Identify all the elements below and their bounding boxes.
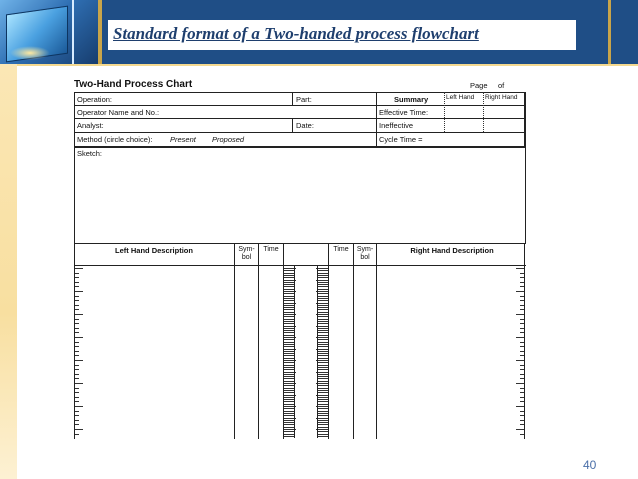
scale-tick (520, 374, 524, 375)
scale-tick (284, 381, 294, 382)
scale-tick (318, 408, 328, 409)
scale-tick (318, 431, 328, 432)
scale-tick (284, 413, 294, 414)
scale-tick (75, 328, 79, 329)
scale-tick (75, 277, 79, 278)
scale-tick (75, 388, 79, 389)
scale-tick (284, 289, 294, 290)
left-hand-header: Left Hand (446, 94, 475, 101)
col-line (524, 243, 525, 439)
scale-tick (318, 328, 328, 329)
scale-tick (75, 420, 79, 421)
scale-tick (318, 424, 328, 425)
scale-tick (75, 397, 79, 398)
scale-tick (75, 392, 79, 393)
scale-tick (75, 411, 79, 412)
col-line (376, 243, 377, 439)
scale-tick (284, 376, 294, 377)
scale-tick (520, 282, 524, 283)
scale-tick (516, 291, 524, 292)
method-label: Method (circle choice): (77, 135, 153, 144)
col-line (328, 243, 329, 439)
scale-tick (318, 309, 328, 310)
scale-tick (318, 351, 328, 352)
scale-tick (284, 358, 294, 359)
scale-tick (318, 353, 328, 354)
scale-tick (75, 365, 79, 366)
scale-tick (318, 270, 328, 271)
scale-tick (520, 415, 524, 416)
scale-tick (318, 401, 328, 402)
scale-tick (318, 362, 328, 363)
scale-tick (318, 374, 328, 375)
scale-tick (284, 404, 294, 405)
scale-tick (75, 346, 79, 347)
summary-header: Summary (394, 95, 429, 104)
scale-tick (318, 312, 328, 313)
scale-tick (318, 434, 328, 435)
corner-graphic (0, 0, 98, 64)
scale-tick (284, 351, 294, 352)
scale-tick (520, 342, 524, 343)
scale-tick (284, 385, 294, 386)
scale-tick (284, 282, 294, 283)
scale-tick (520, 365, 524, 366)
scale-tick (318, 335, 328, 336)
scale-tick (75, 337, 83, 338)
sketch-label: Sketch: (77, 149, 103, 158)
scale-tick (284, 369, 294, 370)
scale-tick (75, 429, 83, 430)
scale-tick (284, 378, 294, 379)
scale-tick (318, 277, 328, 278)
scale-tick (520, 434, 524, 435)
separator-line (17, 64, 638, 66)
row-line (74, 118, 526, 119)
scale-tick (520, 351, 524, 352)
scale-tick (516, 314, 524, 315)
date-label: Date: (296, 121, 314, 130)
scale-tick (284, 399, 294, 400)
right-hand-header: Right Hand (485, 94, 518, 101)
row-line (74, 132, 526, 133)
ineffective-label: Ineffective (379, 121, 414, 130)
scale-tick (284, 298, 294, 299)
scale-tick (318, 422, 328, 423)
slide-title: Standard format of a Two-handed process flowchart (113, 24, 479, 43)
scale-tick (75, 424, 79, 425)
scale-tick (318, 376, 328, 377)
scale-tick (318, 316, 328, 317)
scale-tick (318, 321, 328, 322)
scale-tick (318, 346, 328, 347)
scale-tick (284, 388, 294, 389)
scale-tick (284, 335, 294, 336)
scale-tick (284, 300, 294, 301)
scale-tick (284, 424, 294, 425)
scale-tick (284, 420, 294, 421)
scale-tick (318, 282, 328, 283)
scale-tick (318, 332, 328, 333)
scale-tick (75, 305, 79, 306)
scale-tick (318, 339, 328, 340)
ladder-rail (294, 266, 295, 438)
scale-tick (520, 300, 524, 301)
scale-tick (75, 406, 83, 407)
scale-tick (284, 270, 294, 271)
scale-tick (284, 273, 294, 274)
scale-tick (284, 330, 294, 331)
scale-tick (318, 392, 328, 393)
scale-tick (520, 273, 524, 274)
scale-tick (318, 358, 328, 359)
scale-tick (516, 429, 524, 430)
scale-tick (318, 411, 328, 412)
cycle-time-label: Cycle Time = (379, 135, 423, 144)
scale-tick (520, 277, 524, 278)
row-line (74, 243, 526, 244)
two-hand-process-chart (74, 78, 526, 440)
scale-tick (284, 362, 294, 363)
proposed-option: Proposed (212, 135, 245, 144)
accent-bar-right (608, 0, 611, 64)
scale-tick (284, 411, 294, 412)
scale-tick (284, 293, 294, 294)
chart-title: Two-Hand Process Chart (74, 79, 193, 90)
scale-tick (318, 307, 328, 308)
operator-label: Operator Name and No.: (77, 108, 160, 117)
col-line (524, 92, 525, 147)
scale-tick (520, 369, 524, 370)
scale-tick (520, 309, 524, 310)
effective-time-label: Effective Time: (379, 108, 429, 117)
scale-tick (75, 342, 79, 343)
scale-tick (284, 365, 294, 366)
scale-tick (520, 323, 524, 324)
scale-tick (520, 392, 524, 393)
scale-tick (318, 286, 328, 287)
scale-tick (75, 291, 83, 292)
scale-tick (318, 369, 328, 370)
scale-tick (284, 353, 294, 354)
scale-tick (318, 305, 328, 306)
scale-tick (516, 406, 524, 407)
scale-tick (318, 289, 328, 290)
scale-tick (520, 346, 524, 347)
col-line (292, 92, 293, 105)
scale-tick (75, 355, 79, 356)
scale-tick (284, 332, 294, 333)
scale-tick (284, 436, 294, 437)
page-number: 40 (583, 458, 597, 472)
dotted-line (444, 92, 445, 132)
of-label: of (498, 81, 505, 90)
scale-tick (75, 314, 83, 315)
scale-tick (318, 293, 328, 294)
scale-tick (75, 332, 79, 333)
col-line (258, 243, 259, 439)
scale-tick (318, 404, 328, 405)
scale-tick (520, 388, 524, 389)
scale-tick (284, 275, 294, 276)
scale-tick (284, 312, 294, 313)
dotted-line (483, 92, 484, 132)
scale-tick (318, 385, 328, 386)
scale-tick (284, 422, 294, 423)
scale-tick (520, 355, 524, 356)
scale-tick (318, 378, 328, 379)
scale-tick (284, 316, 294, 317)
col-line (353, 243, 354, 439)
scale-tick (284, 319, 294, 320)
symbol-right-header: Sym- bol (356, 246, 374, 261)
scale-tick (318, 330, 328, 331)
scale-tick (284, 355, 294, 356)
row-line (74, 265, 526, 266)
col-line (376, 92, 377, 146)
right-hand-description-header: Right Hand Description (410, 246, 494, 255)
scale-tick (75, 286, 79, 287)
present-option: Present (170, 135, 196, 144)
scale-tick (284, 286, 294, 287)
scale-tick (75, 296, 79, 297)
scale-tick (318, 344, 328, 345)
scale-tick (520, 420, 524, 421)
scale-tick (318, 319, 328, 320)
scale-tick (318, 296, 328, 297)
scale-tick (284, 415, 294, 416)
scale-tick (318, 381, 328, 382)
time-right-header: Time (333, 246, 349, 253)
scale-tick (520, 328, 524, 329)
scale-tick (520, 397, 524, 398)
analyst-label: Analyst: (77, 121, 104, 130)
scale-tick (520, 286, 524, 287)
scale-tick (318, 275, 328, 276)
scale-tick (520, 305, 524, 306)
scale-tick (318, 436, 328, 437)
glow-graphic (10, 46, 50, 60)
col-line (292, 118, 293, 132)
scale-tick (318, 355, 328, 356)
scale-tick (520, 401, 524, 402)
scale-tick (75, 378, 79, 379)
page-label: Page (470, 81, 488, 90)
scale-tick (284, 323, 294, 324)
col-line (74, 92, 75, 146)
scale-tick (516, 268, 524, 269)
scale-tick (520, 424, 524, 425)
scale-tick (520, 411, 524, 412)
scale-tick (75, 282, 79, 283)
left-decor-strip (0, 64, 17, 479)
time-left-header: Time (263, 246, 279, 253)
sketch-area (74, 147, 526, 243)
scale-tick (520, 319, 524, 320)
scale-tick (318, 300, 328, 301)
scale-tick (284, 401, 294, 402)
scale-tick (75, 351, 79, 352)
scale-tick (318, 390, 328, 391)
ladder-rail (317, 266, 318, 438)
scale-tick (75, 369, 79, 370)
scale-tick (318, 342, 328, 343)
scale-tick (284, 374, 294, 375)
scale-tick (284, 367, 294, 368)
scale-tick (284, 339, 294, 340)
scale-tick (75, 300, 79, 301)
operation-label: Operation: (77, 95, 113, 104)
scale-tick (516, 360, 524, 361)
scale-tick (284, 284, 294, 285)
left-hand-description-header: Left Hand Description (115, 246, 193, 255)
scale-tick (520, 378, 524, 379)
scale-tick (284, 307, 294, 308)
scale-tick (75, 319, 79, 320)
scale-tick (284, 397, 294, 398)
scale-tick (318, 323, 328, 324)
scale-tick (318, 273, 328, 274)
scale-tick (284, 344, 294, 345)
scale-tick (284, 296, 294, 297)
scale-tick (318, 298, 328, 299)
scale-tick (284, 321, 294, 322)
scale-tick (284, 392, 294, 393)
scale-tick (318, 399, 328, 400)
col-line (234, 243, 235, 439)
scale-tick (284, 431, 294, 432)
scale-tick (318, 388, 328, 389)
scale-tick (75, 383, 83, 384)
scale-tick (75, 434, 79, 435)
scale-tick (75, 401, 79, 402)
part-label: Part: (296, 95, 312, 104)
scale-tick (284, 305, 294, 306)
scale-tick (75, 415, 79, 416)
row-line (74, 105, 526, 106)
scale-tick (75, 273, 79, 274)
corner-line (72, 0, 74, 64)
scale-tick (284, 390, 294, 391)
scale-tick (318, 413, 328, 414)
scale-tick (75, 268, 83, 269)
scale-tick (318, 367, 328, 368)
scale-tick (284, 427, 294, 428)
scale-tick (318, 397, 328, 398)
scale-tick (318, 415, 328, 416)
scale-tick (75, 323, 79, 324)
scale-tick (284, 408, 294, 409)
scale-tick (516, 383, 524, 384)
accent-bar-left (98, 0, 102, 64)
scale-tick (318, 427, 328, 428)
scale-tick (284, 346, 294, 347)
scale-tick (284, 309, 294, 310)
scale-tick (520, 332, 524, 333)
scale-tick (520, 296, 524, 297)
scale-tick (284, 434, 294, 435)
scale-tick (284, 277, 294, 278)
symbol-left-header: Sym- bol (238, 246, 255, 261)
scale-tick (516, 337, 524, 338)
scale-tick (75, 374, 79, 375)
scale-tick (284, 328, 294, 329)
scale-tick (75, 360, 83, 361)
scale-tick (318, 420, 328, 421)
scale-tick (284, 342, 294, 343)
scale-tick (75, 309, 79, 310)
scale-tick (318, 365, 328, 366)
scale-tick (318, 284, 328, 285)
